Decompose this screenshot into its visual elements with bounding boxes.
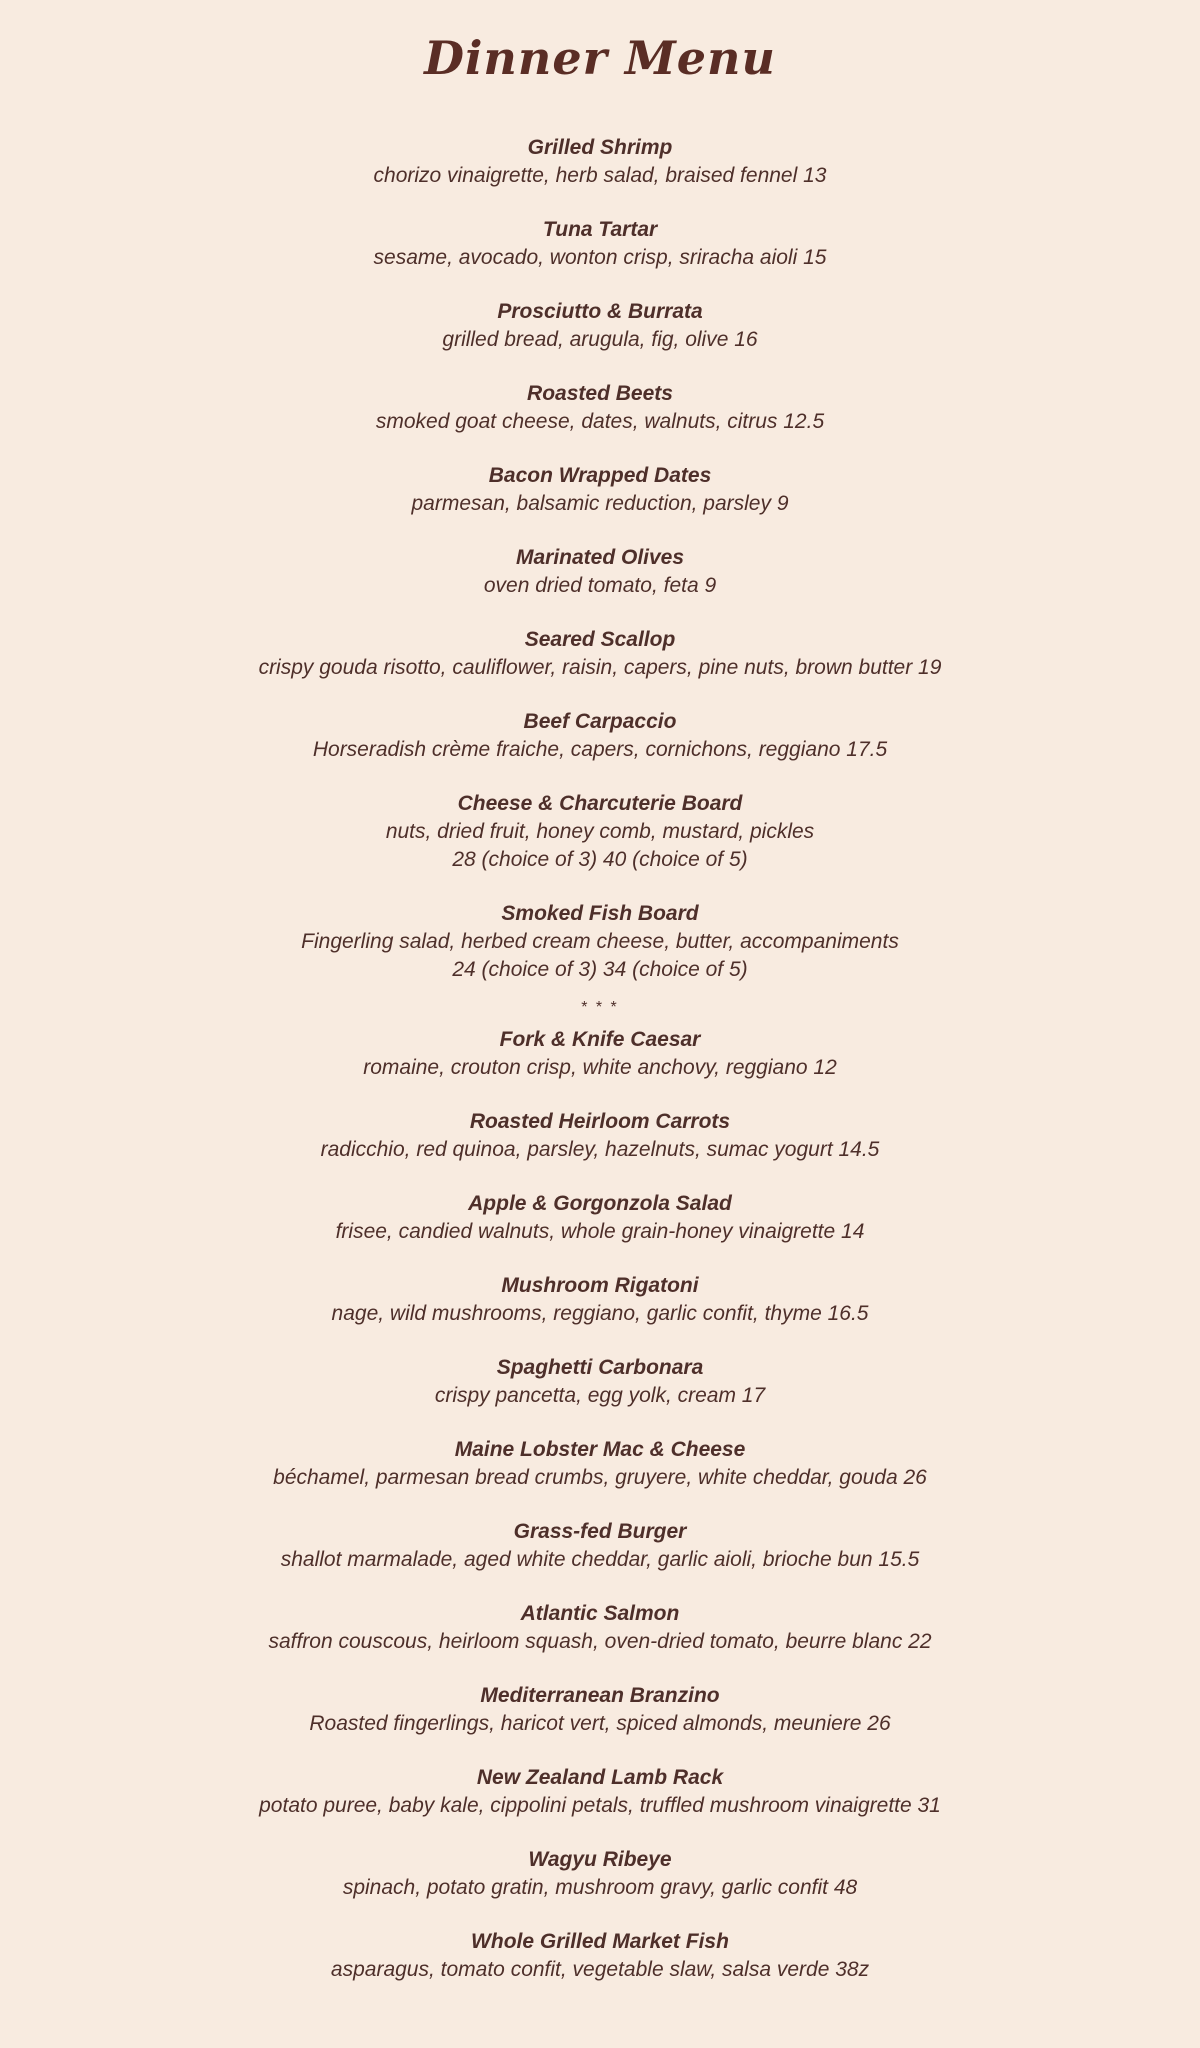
item-name: Smoked Fish Board [501, 902, 699, 925]
item-name: Marinated Olives [515, 546, 685, 569]
item-name: Seared Scallop [524, 628, 676, 651]
menu-item [0, 1600, 1200, 1656]
menu-item [0, 1108, 1200, 1164]
menu-item [0, 1518, 1200, 1574]
item-description: crispy gouda risotto, cauliflower, raisin, capers, pine nuts, brown butter 19 [258, 656, 942, 679]
menu-item [0, 1354, 1200, 1410]
item-description: Horseradish crème fraiche, capers, cornichons, reggiano 17.5 [312, 738, 888, 761]
item-description: frisee, candied walnuts, whole grain-honey vinaigrette 14 [335, 1220, 865, 1243]
menu-item [0, 708, 1200, 764]
item-name: Mushroom Rigatoni [501, 1274, 699, 1297]
item-description: parmesan, balsamic reduction, parsley 9 [411, 492, 789, 515]
menu-item [0, 380, 1200, 436]
menu-item [0, 1272, 1200, 1328]
item-name: Mediterranean Branzino [480, 1684, 720, 1707]
item-name: Prosciutto & Burrata [497, 300, 703, 323]
item-description: nuts, dried fruit, honey comb, mustard, pickles [385, 820, 815, 843]
menu-item [0, 790, 1200, 874]
section-divider: * * * [581, 999, 619, 1016]
menu-item [0, 1190, 1200, 1246]
item-name: Atlantic Salmon [520, 1602, 680, 1625]
menu-item [0, 626, 1200, 682]
item-name: Grilled Shrimp [527, 136, 673, 159]
item-description: Roasted fingerlings, haricot vert, spiced almonds, meuniere 26 [309, 1712, 891, 1735]
item-name: Wagyu Ribeye [528, 1848, 672, 1871]
menu-item [0, 1682, 1200, 1738]
menu-item [0, 1436, 1200, 1492]
menu-items [0, 134, 1200, 2010]
item-description: nage, wild mushrooms, reggiano, garlic confit, thyme 16.5 [331, 1302, 869, 1325]
item-description: oven dried tomato, feta 9 [483, 574, 717, 597]
item-description: shallot marmalade, aged white cheddar, garlic aioli, brioche bun 15.5 [280, 1548, 920, 1571]
item-name: Fork & Knife Caesar [499, 1028, 701, 1051]
menu-item [0, 1846, 1200, 1902]
menu-item [0, 134, 1200, 190]
item-name: Bacon Wrapped Dates [488, 464, 712, 487]
item-description: spinach, potato gratin, mushroom gravy, garlic confit 48 [342, 1876, 858, 1899]
item-name: Roasted Heirloom Carrots [469, 1110, 731, 1133]
item-description: smoked goat cheese, dates, walnuts, citrus 12.5 [375, 410, 825, 433]
menu-item [0, 1764, 1200, 1820]
menu-item [0, 544, 1200, 600]
item-name: Tuna Tartar [542, 218, 658, 241]
item-price-options: 24 (choice of 3) 34 (choice of 5) [452, 958, 748, 981]
item-name: Spaghetti Carbonara [496, 1356, 704, 1379]
item-name: Beef Carpaccio [523, 710, 677, 733]
menu-item [0, 900, 1200, 984]
menu-item [0, 216, 1200, 272]
item-description: romaine, crouton crisp, white anchovy, reggiano 12 [363, 1056, 837, 1079]
item-name: Grass-fed Burger [513, 1520, 687, 1543]
menu-item [0, 298, 1200, 354]
item-name: Apple & Gorgonzola Salad [468, 1192, 732, 1215]
item-description: béchamel, parmesan bread crumbs, gruyere, white cheddar, gouda 26 [273, 1466, 927, 1489]
item-description: Fingerling salad, herbed cream cheese, butter, accompaniments [301, 930, 899, 953]
item-description: chorizo vinaigrette, herb salad, braised fennel 13 [373, 164, 827, 187]
item-name: Cheese & Charcuterie Board [457, 792, 743, 815]
item-description: potato puree, baby kale, cippolini petals, truffled mushroom vinaigrette 31 [259, 1794, 941, 1817]
item-name: Maine Lobster Mac & Cheese [454, 1438, 746, 1461]
menu-item [0, 462, 1200, 518]
menu-item [0, 1928, 1200, 1984]
item-name: Whole Grilled Market Fish [471, 1930, 729, 1953]
item-price-options: 28 (choice of 3) 40 (choice of 5) [452, 848, 748, 871]
item-description: sesame, avocado, wonton crisp, sriracha aioli 15 [373, 246, 827, 269]
item-name: New Zealand Lamb Rack [476, 1766, 724, 1789]
menu-item [0, 1026, 1200, 1082]
menu-title: Dinner Menu [424, 31, 776, 85]
item-name: Roasted Beets [527, 382, 673, 405]
item-description: grilled bread, arugula, fig, olive 16 [442, 328, 758, 351]
item-description: radicchio, red quinoa, parsley, hazelnuts, sumac yogurt 14.5 [320, 1138, 880, 1161]
item-description: saffron couscous, heirloom squash, oven-dried tomato, beurre blanc 22 [268, 1630, 932, 1653]
item-description: asparagus, tomato confit, vegetable slaw, salsa verde 38z [330, 1958, 870, 1981]
item-description: crispy pancetta, egg yolk, cream 17 [434, 1384, 766, 1407]
